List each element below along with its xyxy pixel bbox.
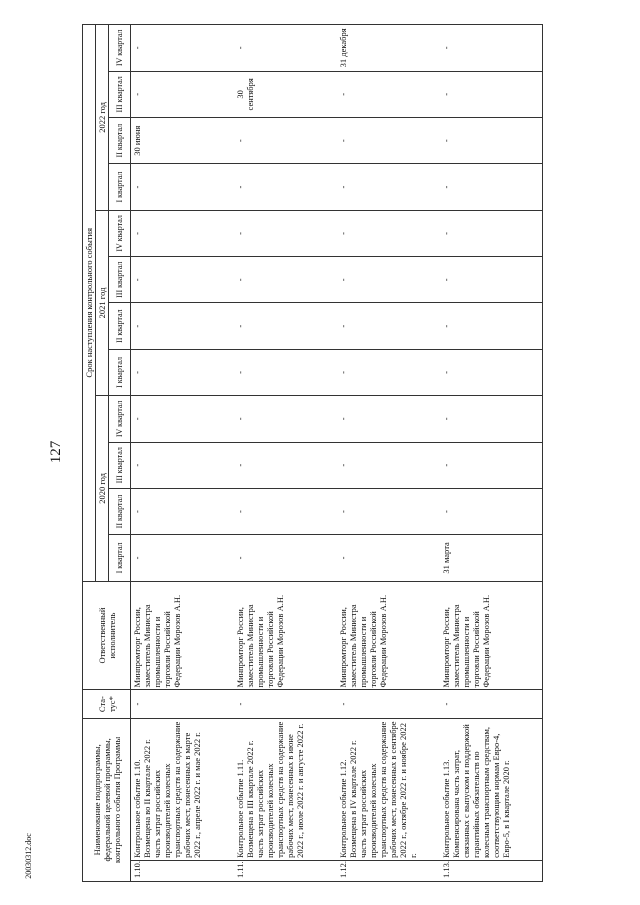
row-number: 1.13. [440,860,543,881]
deadline-cell: - [131,535,234,581]
deadline-cell: - [234,257,337,303]
deadline-cell: - [337,118,440,164]
table-row [440,25,543,882]
deadline-cell: - [234,210,337,256]
deadline-cell: - [337,349,440,395]
deadline-cell: - [440,210,543,256]
deadline-cell: - [234,349,337,395]
deadline-cell: - [234,164,337,210]
header-status: Ста-тус* [83,690,131,718]
deadline-cell: - [440,488,543,534]
deadline-cell: 30 июня [131,118,234,164]
page-number: 127 [47,440,64,464]
deadline-cell: - [337,210,440,256]
header-quarter: I квартал [109,164,131,210]
table-row [131,25,234,882]
row-number: 1.12. [337,860,440,881]
deadline-cell: - [337,71,440,117]
deadline-cell: - [337,164,440,210]
deadline-cell: - [131,488,234,534]
status-cell: - [337,690,440,718]
header-quarter: III квартал [109,257,131,303]
row-number: 1.10. [131,860,234,881]
deadline-cell: - [337,396,440,442]
header-quarter: I квартал [109,535,131,581]
deadline-cell: - [234,442,337,488]
deadline-cell: - [234,396,337,442]
event-name: Контрольное событие 1.11. Возмещена в III квартале 2022 г. часть затрат российских производителей колесных транспортных средств на содержание рабочих мест, понесенных в июне 2022 г., июле 2022 г. и августе 2022 г. [234,718,337,860]
file-name: 20030312.doc [23,833,33,879]
responsible-cell: Минпромторг России, заместитель Министра промышленности и торговли Российской Федерации Морозов А.Н. [131,581,234,690]
header-quarter: II квартал [109,303,131,349]
event-name: Контрольное событие 1.10. Возмещена во II квартале 2022 г. часть затрат российских производителей колесных транспортных средств на содержание рабочих мест, понесенных в марте 2022 г., апреле 2022 г. и мае 2022 г. [131,718,234,860]
header-year-2021: 2021 год [96,210,109,395]
deadline-cell: - [337,488,440,534]
header-quarter: III квартал [109,442,131,488]
header-deadline: Срок наступления контрольного события [83,25,96,582]
deadline-cell: 30 сентября [234,71,337,117]
deadline-cell: - [440,164,543,210]
deadline-cell: - [131,303,234,349]
deadline-cell: - [337,257,440,303]
deadline-cell: - [440,118,543,164]
table-body [131,25,543,882]
responsible-cell: Минпромторг России, заместитель Министра промышленности и торговли Российской Федерации Морозов А.Н. [440,581,543,690]
deadline-cell: - [131,164,234,210]
header-quarter: IV квартал [109,210,131,256]
deadline-cell: - [234,25,337,72]
table-row [337,25,440,882]
deadline-cell: - [440,257,543,303]
table-row [234,25,337,882]
deadline-cell: - [234,118,337,164]
responsible-cell: Минпромторг России, заместитель Министра промышленности и торговли Российской Федерации Морозов А.Н. [234,581,337,690]
deadline-cell: - [440,71,543,117]
deadline-cell: - [131,25,234,72]
header-quarter: II квартал [109,488,131,534]
deadline-cell: - [440,349,543,395]
header-quarter: III квартал [109,71,131,117]
deadline-cell: - [131,349,234,395]
header-year-2020: 2020 год [96,396,109,581]
deadline-cell: - [234,535,337,581]
header-name: Наименование подпрограммы, федеральной целевой программы, контрольного события Программы [83,718,131,881]
event-name: Контрольное событие 1.13. Компенсирована часть затрат, связанных с выпуском и поддержкой гарантийных обязательств по колесным транспортным средствам, соответствующим нормам Евро-4, Евро-5, в I квартале 2020 г. [440,718,543,860]
deadline-cell: 31 декабря [337,25,440,72]
header-quarter: I квартал [109,349,131,395]
deadline-cell: - [440,442,543,488]
event-name: Контрольное событие 1.12. Возмещена в IV квартале 2022 г. часть затрат российских производителей колесных транспортных средств на содержание рабочих мест, понесенных в сентябре 2022 г., октябре 2022 г. и ноябре 2022 г. [337,718,440,860]
deadline-cell: - [337,535,440,581]
deadline-cell: - [131,71,234,117]
header-year-2022: 2022 год [96,25,109,211]
deadline-cell: 31 марта [440,535,543,581]
deadline-cell: - [131,210,234,256]
header-quarter: II квартал [109,118,131,164]
status-cell: - [131,690,234,718]
header-quarter: IV квартал [109,396,131,442]
status-cell: - [440,690,543,718]
deadline-cell: - [440,25,543,72]
deadline-cell: - [131,442,234,488]
responsible-cell: Минпромторг России, заместитель Министра промышленности и торговли Российской Федерации Морозов А.Н. [337,581,440,690]
deadline-cell: - [440,303,543,349]
deadline-cell: - [234,488,337,534]
deadline-cell: - [440,396,543,442]
deadline-cell: - [337,303,440,349]
deadline-cell: - [337,442,440,488]
rotated-table-wrapper [82,24,616,882]
header-quarter: IV квартал [109,25,131,72]
control-events-table [82,24,543,882]
header-responsible: Ответственный исполнитель [83,581,131,690]
deadline-cell: - [234,303,337,349]
deadline-cell: - [131,257,234,303]
status-cell: - [234,690,337,718]
row-number: 1.11. [234,860,337,881]
deadline-cell: - [131,396,234,442]
